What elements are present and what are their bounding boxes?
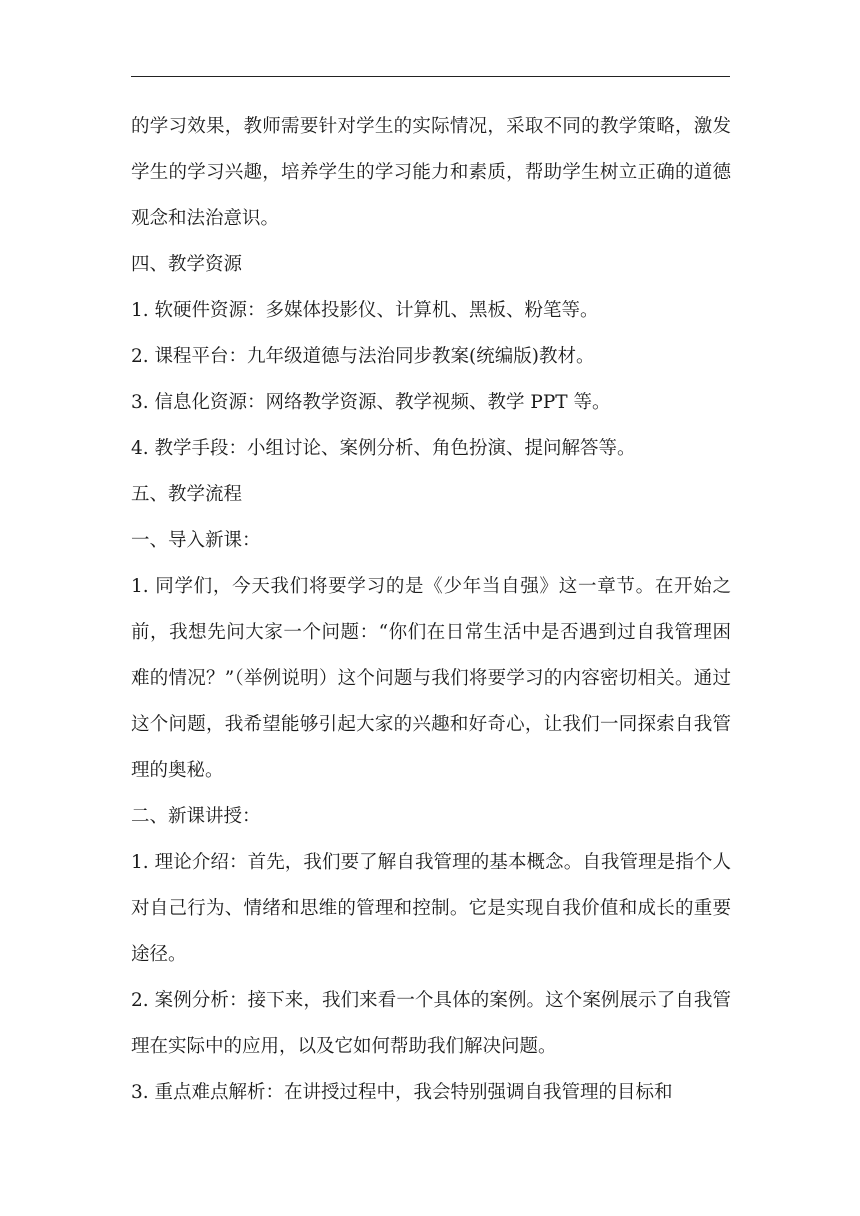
subsection-heading-new-lesson: 二、新课讲授： — [131, 806, 261, 827]
paragraph-case-analysis: 2. 案例分析：接下来，我们来看一个具体的案例。这个案例展示了自我管理在实际中的应用，以及它如何帮助我们解决问题。 — [131, 990, 731, 1057]
paragraph-theory: 1. 理论介绍：首先，我们要了解自我管理的基本概念。自我管理是指个人对自己行为、情绪和思维的管理和控制。它是实现自我价值和成长的重要途径。 — [131, 852, 731, 965]
subsection-heading-intro: 一、导入新课： — [131, 530, 261, 551]
paragraph-intro-1: 1. 同学们，今天我们将要学习的是《少年当自强》这一章节。在开始之前，我想先问大家一个问题：“你们在日常生活中是否遇到过自我管理困难的情况？”（举例说明）这个问题与我们将要学习的内容密切相关。通过这个问题，我希望能够引起大家的兴趣和好奇心，让我们一同探索自我管理的奥秘。 — [131, 576, 731, 781]
list-item-resource-4: 4. 教学手段：小组讨论、案例分析、角色扮演、提问解答等。 — [131, 438, 636, 459]
list-item-resource-2: 2. 课程平台：九年级道德与法治同步教案(统编版)教材。 — [131, 346, 595, 367]
list-item-resource-3: 3. 信息化资源：网络教学资源、教学视频、教学 PPT 等。 — [131, 392, 611, 413]
document-body — [131, 104, 731, 1116]
paragraph-continuation: 的学习效果，教师需要针对学生的实际情况，采取不同的教学策略，激发学生的学习兴趣，培养学生的学习能力和素质，帮助学生树立正确的道德观念和法治意识。 — [131, 116, 731, 229]
section-heading-resources: 四、教学资源 — [131, 254, 243, 275]
section-heading-process: 五、教学流程 — [131, 484, 243, 505]
header-rule — [131, 76, 730, 77]
paragraph-key-points: 3. 重点难点解析：在讲授过程中，我会特别强调自我管理的目标和 — [131, 1082, 673, 1103]
list-item-resource-1: 1. 软硬件资源：多媒体投影仪、计算机、黑板、粉笔等。 — [131, 300, 599, 321]
